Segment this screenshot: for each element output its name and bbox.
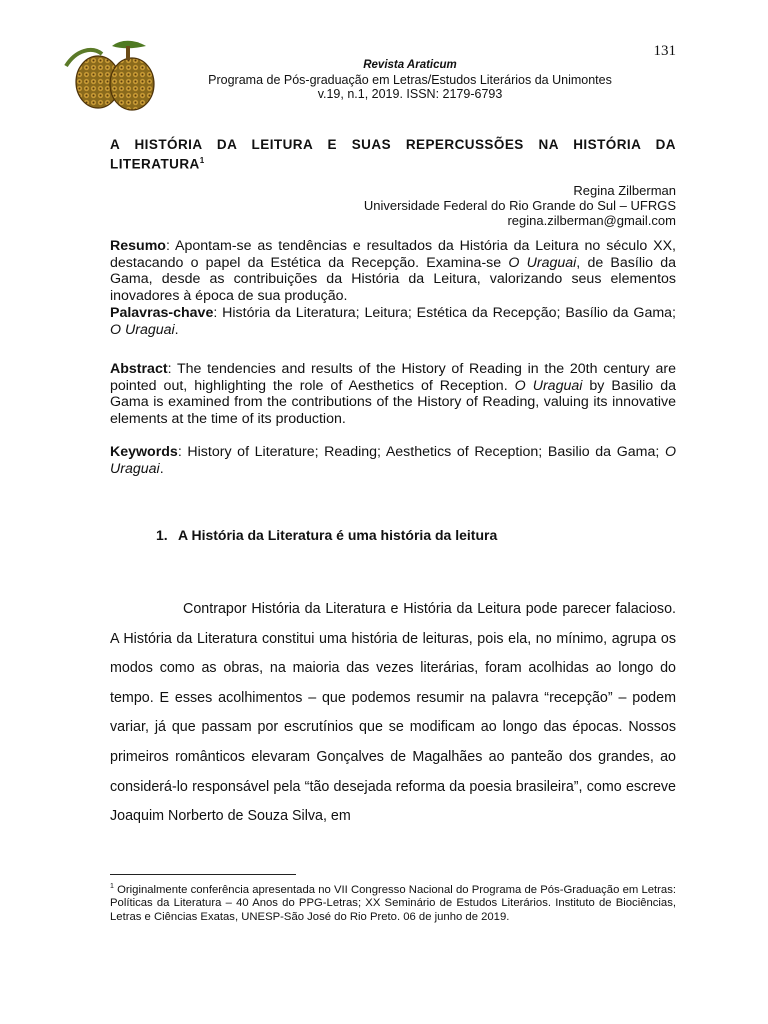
keywords-en-label: Keywords bbox=[110, 444, 178, 460]
abstract-portuguese bbox=[110, 238, 676, 304]
page-number: 131 bbox=[653, 43, 676, 59]
abstract-pt-text-end: , de Basílio da Gama, desde as contribuições da História da Leitura, valorizando seus elementos inovadores à época de sua produção. bbox=[110, 254, 676, 304]
keywords-en-text: : History of Literature; Reading; Aesthetics of Reception; Basilio da Gama; bbox=[177, 444, 665, 460]
footnote-text: Originalmente conferência apresentada no VII Congresso Nacional do Programa de Pós-Graduação em Letras: Políticas da Literatura – 40 Anos do PPG-Letras; XX Seminário de Estudos Literários. Instituto de Biociências, Letras e Ciências Exatas, UNESP-São José do Rio Preto. 06 de junho de 2019. bbox=[110, 883, 676, 923]
keywords-pt-label: Palavras-chave bbox=[110, 305, 214, 321]
body-paragraph bbox=[110, 595, 676, 832]
author-email: regina.zilberman@gmail.com bbox=[507, 213, 676, 228]
journal-logo bbox=[62, 36, 160, 114]
section-heading bbox=[156, 527, 497, 543]
issue-info: v.19, n.1, 2019. ISSN: 2179-6793 bbox=[317, 87, 503, 101]
abstract-pt-label: Resumo bbox=[110, 238, 166, 254]
body-paragraph-text: Contrapor História da Literatura e História da Leitura pode parecer falacioso. A História da Literatura constitui uma história de leituras, pois ela, no mínimo, agrupa os modos como as obras, na maioria das vezes literárias, foram acolhidas ao longo do tempo. E esses acolhimentos – que podemos resumir na palavra “recepção” – podem variar, já que passam por escrutínios que se modificam ao longo das épocas. Nossos primeiros românticos elevaram Gonçalves de Magalhães ao panteão dos grandes, ao considerá-lo responsável pela “tão desejada reforma da poesia brasileira”, como escreve Joaquim Norberto de Souza Silva, em bbox=[110, 601, 676, 825]
author-name: Regina Zilberman bbox=[573, 183, 676, 198]
araticum-fruit-icon bbox=[62, 36, 160, 114]
footnote-mark: 1 bbox=[110, 883, 114, 890]
article-title-text: A HISTÓRIA DA LEITURA E SUAS REPERCUSSÕES NA HISTÓRIA DA LITERATURA bbox=[110, 137, 676, 172]
abstract-pt-work-title: O Uraguai bbox=[508, 254, 577, 271]
keywords-en-text-end: . bbox=[159, 460, 164, 477]
abstract-en-work-title: O Uraguai bbox=[514, 377, 583, 394]
author-institution: Universidade Federal do Rio Grande do Sul – UFRGS bbox=[363, 198, 676, 213]
keywords-en-work-title: O Uraguai bbox=[110, 444, 676, 477]
section-number: 1. bbox=[156, 527, 168, 543]
abstract-pt-text: : Apontam-se as tendências e resultados da História da Leitura no século XX, destacando o papel da Estética da Recepção. Examina-se bbox=[110, 238, 676, 271]
abstract-en-label: Abstract bbox=[110, 361, 168, 377]
keywords-pt-text-end: . bbox=[174, 321, 179, 338]
keywords-pt-work-title: O Uraguai bbox=[110, 321, 175, 338]
abstract-en-text-end: by Basilio da Gama is examined from the contributions of the History of Reading, valuing its innovative elements at the time of its production. bbox=[110, 377, 676, 427]
keywords-english bbox=[110, 444, 676, 477]
keywords-portuguese bbox=[110, 305, 676, 338]
keywords-pt-text: : História da Literatura; Leitura; Estética da Recepção; Basílio da Gama; bbox=[213, 305, 676, 321]
section-title: A História da Literatura é uma história da leitura bbox=[178, 527, 498, 543]
program-name: Programa de Pós-graduação em Letras/Estudos Literários da Unimontes bbox=[208, 73, 612, 87]
article-title bbox=[110, 137, 676, 173]
footnote-divider bbox=[110, 874, 296, 875]
abstract-english bbox=[110, 361, 676, 427]
footnote bbox=[110, 880, 676, 925]
abstract-en-text: : The tendencies and results of the History of Reading in the 20th century are pointed out, highlighting the role of Aesthetics of Reception. bbox=[110, 361, 676, 394]
journal-name: Revista Araticum bbox=[363, 59, 457, 71]
title-footnote-mark: 1 bbox=[199, 156, 205, 165]
